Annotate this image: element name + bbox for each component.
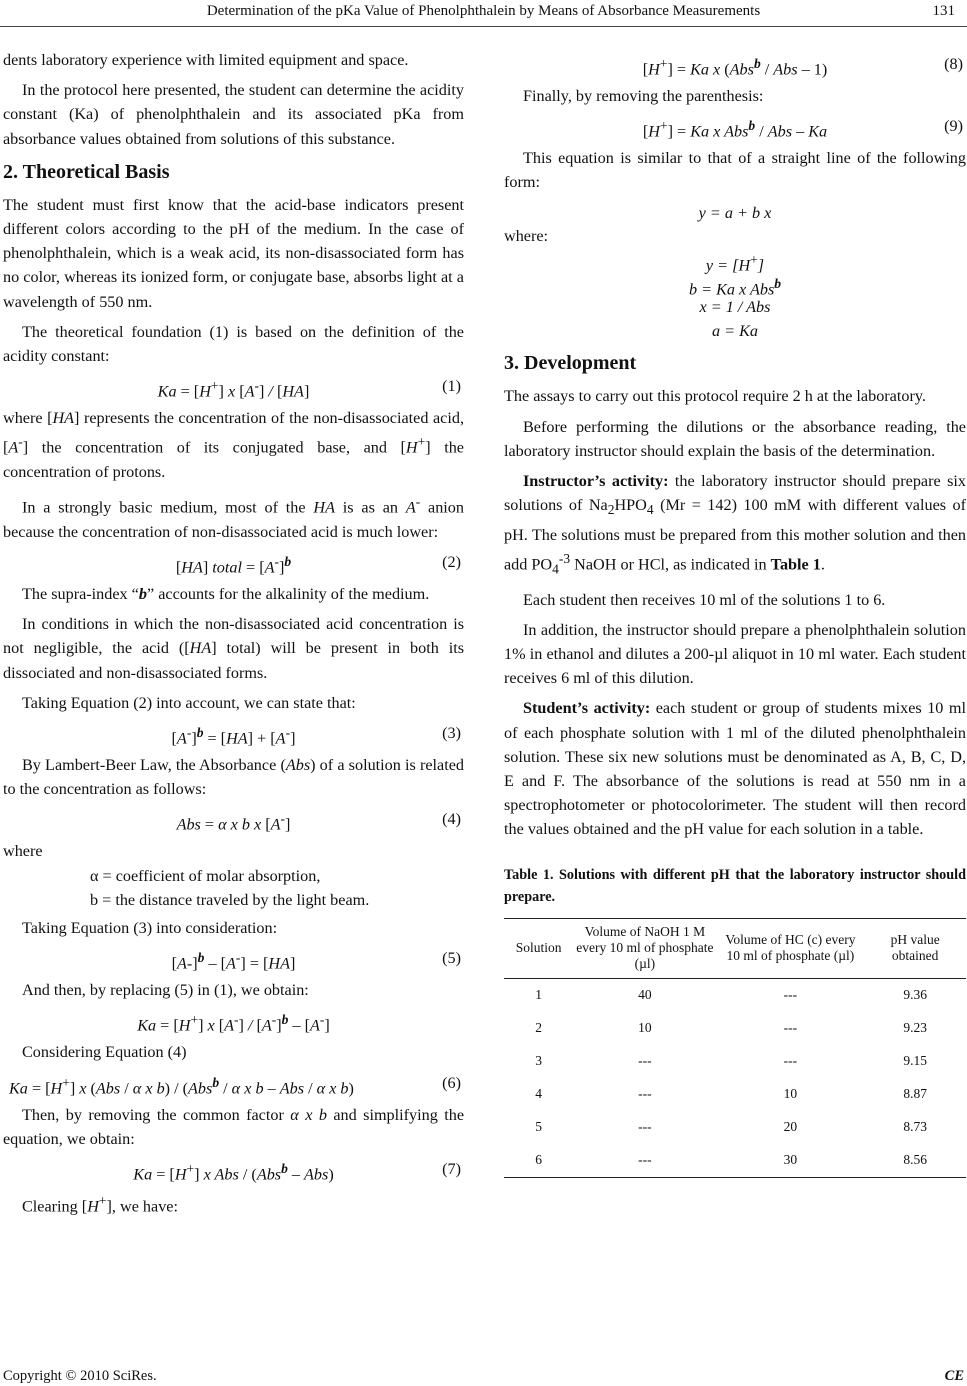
each-student-paragraph: Each student then receives 10 ml of the solutions 1 to 6. bbox=[523, 590, 886, 609]
before-paragraph: Before performing the dilutions or the absorbance reading, the laboratory instructor should explain the basis of the determination. bbox=[504, 417, 966, 460]
considering-paragraph: Considering Equation (4) bbox=[22, 1043, 187, 1062]
where-label: where bbox=[3, 842, 43, 861]
table-cell: 9.23 bbox=[903, 1020, 927, 1036]
intro-paragraph-1: dents laboratory experience with limited equipment and space. bbox=[3, 51, 409, 69]
equation-7: Ka = [H+] x Abs / (Abs$^b$ – Abs) (7) bbox=[3, 1157, 464, 1181]
equation-2: [HA] total = $[A^-]^b$ (2) bbox=[3, 550, 464, 574]
table-row bbox=[504, 1078, 966, 1111]
equation-6: Ka = [H+] x (Abs / α x b) / (Abs$^b$ / α x b – Abs / α x b) (6) bbox=[3, 1071, 464, 1095]
running-title: Determination of the pKa Value of Phenolphthalein by Means of Absorbance Measurements bbox=[206, 3, 761, 19]
lambert-beer-paragraph: By Lambert-Beer Law, the Absorbance (Abs) of a solution is related to the concentration as follows: bbox=[3, 756, 465, 799]
equation-number: (1) bbox=[442, 377, 461, 396]
intro-paragraph-2: In the protocol here presented, the student can determine the acidity constant (Ka) of phenolphthalein and its associated pKa from absorbance values obtained from solutions of this substance. bbox=[3, 81, 464, 148]
conditions-paragraph: In conditions in which the non-disassociated acid concentration is not negligible, the acid ([HA] total) will be present in both its dissociated and non-disassociated forms. bbox=[3, 615, 465, 682]
page-number: 131 bbox=[932, 3, 955, 19]
definition-alpha: α = coefficient of molar absorption, bbox=[90, 866, 321, 885]
equation-number: (8) bbox=[944, 55, 963, 73]
equation-5: $[A-]^b - [A^-] = [HA]$ (5) bbox=[3, 946, 464, 970]
where-paragraph-1: where [HA] represents the concentration of the non-disassociated acid, [A-] the concentration of its conjugated base, and [H+] the concentration of protons. bbox=[3, 409, 464, 482]
equation-8: [H+] = Ka x (Abs$^b$ / Abs – 1) (8) bbox=[504, 52, 966, 76]
table-cell: --- bbox=[783, 1020, 798, 1036]
table-cell: --- bbox=[638, 1053, 652, 1069]
theory-paragraph-1: The student must first know that the acid-base indicators present different colors according to the pH of the medium. In the case of phenolphthalein, which is a weak acid, its non-disassociated form has no color, whereas its ionized form, or conjugate base, absorbs light at a wavelength of 550 nm. bbox=[3, 195, 464, 311]
table-cell: 6 bbox=[504, 1144, 573, 1178]
solutions-table bbox=[504, 918, 966, 1178]
equation-4: Abs = α x b x [A-] (4) bbox=[3, 807, 464, 831]
supra-index-paragraph: The supra-index “b” accounts for the alkalinity of the medium. bbox=[22, 585, 430, 604]
table-cell: 40 bbox=[638, 987, 652, 1003]
table-cell: 2 bbox=[535, 1020, 543, 1036]
equation-1: Ka = [H+] x [A-] / [HA] (1) bbox=[3, 374, 464, 398]
equation-number: (3) bbox=[442, 724, 461, 743]
table-cell: 8.73 bbox=[903, 1119, 927, 1135]
table-cell: 4 bbox=[535, 1086, 543, 1102]
taking-equation-3-paragraph: Taking Equation (3) into consideration: bbox=[22, 919, 278, 938]
definition-a: a = Ka bbox=[711, 321, 758, 340]
table-cell: 3 bbox=[535, 1053, 543, 1069]
basic-medium-paragraph: In a strongly basic medium, most of the HA is as an A- anion because the concentration of non-disassociated acid is much lower: bbox=[3, 494, 464, 541]
table-row bbox=[504, 1111, 966, 1144]
table-cell: 5 bbox=[535, 1119, 543, 1135]
table-row bbox=[504, 1144, 966, 1178]
table-cell: --- bbox=[638, 1086, 652, 1102]
theory-paragraph-2: The theoretical foundation (1) is based on the definition of the acidity constant: bbox=[3, 322, 464, 366]
equation-number: (5) bbox=[442, 949, 461, 968]
table-caption: Table 1. Solutions with different pH that the laboratory instructor should prepare. bbox=[504, 866, 966, 905]
table-cell: 9.15 bbox=[903, 1053, 927, 1069]
addition-paragraph: In addition, the instructor should prepare a phenolphthalein solution 1% in ethanol and dilutes a 200-µl aliquot in 10 ml water. Each student receives 6 ml of this dilution. bbox=[504, 620, 966, 688]
left-column bbox=[3, 48, 464, 1225]
page-footer bbox=[3, 1368, 964, 1385]
table-header-cell: Volume of HC (c) every 10 ml of phosphate (µl) bbox=[717, 918, 865, 978]
instructor-activity-paragraph: Instructor’s activity: the laboratory instructor should prepare six solutions of $Na_2HPO_4$ (Mr = 142) 100 mM with different values of pH. The solutions must be prepared from this mother solution and then add $PO_4^{-3}$ NaOH or HCl, as indicated in Table 1. bbox=[504, 471, 966, 577]
table-cell: 30 bbox=[717, 1144, 865, 1178]
equation-9: [H+] = Ka x Abs$^b$ / Abs – Ka (9) bbox=[504, 114, 966, 138]
table-row bbox=[504, 978, 966, 1012]
replacing-paragraph: And then, by replacing (5) in (1), we obtain: bbox=[22, 981, 309, 1000]
table-cell: 20 bbox=[783, 1119, 798, 1135]
equation-ka-substituted: Ka = [H+] x $[A^-] / [A^-]^b - [A^-]$ bbox=[137, 1012, 330, 1035]
section-heading-development: 3. Development bbox=[504, 352, 637, 375]
taking-equation-2-paragraph: Taking Equation (2) into account, we can state that: bbox=[22, 693, 356, 712]
student-activity-paragraph: Student’s activity: each student or group of students mixes 10 ml of each phosphate solution with 1 ml of the diluted phenolphthalein solution. These six new solutions must be denominated as A, B, C, D, E and F. The absorbance of the solutions is read at 550 nm in a spectrophotometer or photocolorimeter. The student will then record the values obtained and the pH value for each solution in a table. bbox=[504, 699, 966, 839]
equation-number: (6) bbox=[442, 1073, 461, 1092]
definition-x: x = 1 / Abs bbox=[699, 298, 771, 317]
equation-number: (9) bbox=[944, 117, 963, 136]
table-cell: 1 bbox=[535, 987, 543, 1003]
equation-number: (4) bbox=[442, 810, 461, 829]
definition-b: b = Ka x Abs$^b$ bbox=[688, 275, 782, 299]
where-label: where: bbox=[504, 227, 549, 246]
table-cell: 8.87 bbox=[903, 1086, 927, 1102]
finally-paragraph: Finally, by removing the parenthesis: bbox=[523, 87, 764, 105]
table-cell: --- bbox=[783, 987, 798, 1003]
equation-3: $[A^-]^b = [HA] + [A^-]$ (3) bbox=[3, 721, 464, 745]
section-heading-theoretical-basis: 2. Theoretical Basis bbox=[3, 160, 170, 183]
right-column bbox=[504, 48, 966, 1178]
table-cell: --- bbox=[783, 1053, 798, 1069]
equation-number: (7) bbox=[442, 1160, 461, 1179]
similar-paragraph: This equation is similar to that of a straight line of the following form: bbox=[504, 149, 966, 192]
equation-number: (2) bbox=[442, 553, 461, 572]
copyright-notice: Copyright © 2010 SciRes. bbox=[3, 1368, 157, 1384]
removing-factor-paragraph: Then, by removing the common factor α x b and simplifying the equation, we obtain: bbox=[3, 1105, 465, 1148]
table-header-cell: pH value obtained bbox=[864, 918, 966, 978]
definition-b: b = the distance traveled by the light beam. bbox=[90, 890, 370, 909]
definition-y: y = [H+] bbox=[705, 252, 765, 275]
clearing-paragraph: Clearing [H+], we have: bbox=[22, 1193, 178, 1216]
table-header-cell: Solution bbox=[504, 918, 573, 978]
table-cell: --- bbox=[573, 1144, 716, 1178]
table-cell: 10 bbox=[638, 1020, 652, 1036]
table-cell: 8.56 bbox=[864, 1144, 966, 1178]
header-rule bbox=[0, 26, 967, 27]
table-row bbox=[504, 1045, 966, 1078]
journal-abbreviation: CE bbox=[944, 1368, 964, 1384]
table-cell: 10 bbox=[783, 1086, 798, 1102]
definition-list bbox=[3, 864, 464, 912]
table-row bbox=[504, 1012, 966, 1045]
table-header-cell: Volume of NaOH 1 M every 10 ml of phosphate (µl) bbox=[573, 918, 716, 978]
running-header bbox=[0, 0, 967, 28]
line-equation: y = a + b x bbox=[698, 203, 772, 222]
assays-paragraph: The assays to carry out this protocol require 2 h at the laboratory. bbox=[504, 387, 926, 406]
table-cell: --- bbox=[638, 1119, 652, 1135]
table-header-row bbox=[504, 918, 966, 978]
table-cell: 9.36 bbox=[903, 987, 927, 1003]
